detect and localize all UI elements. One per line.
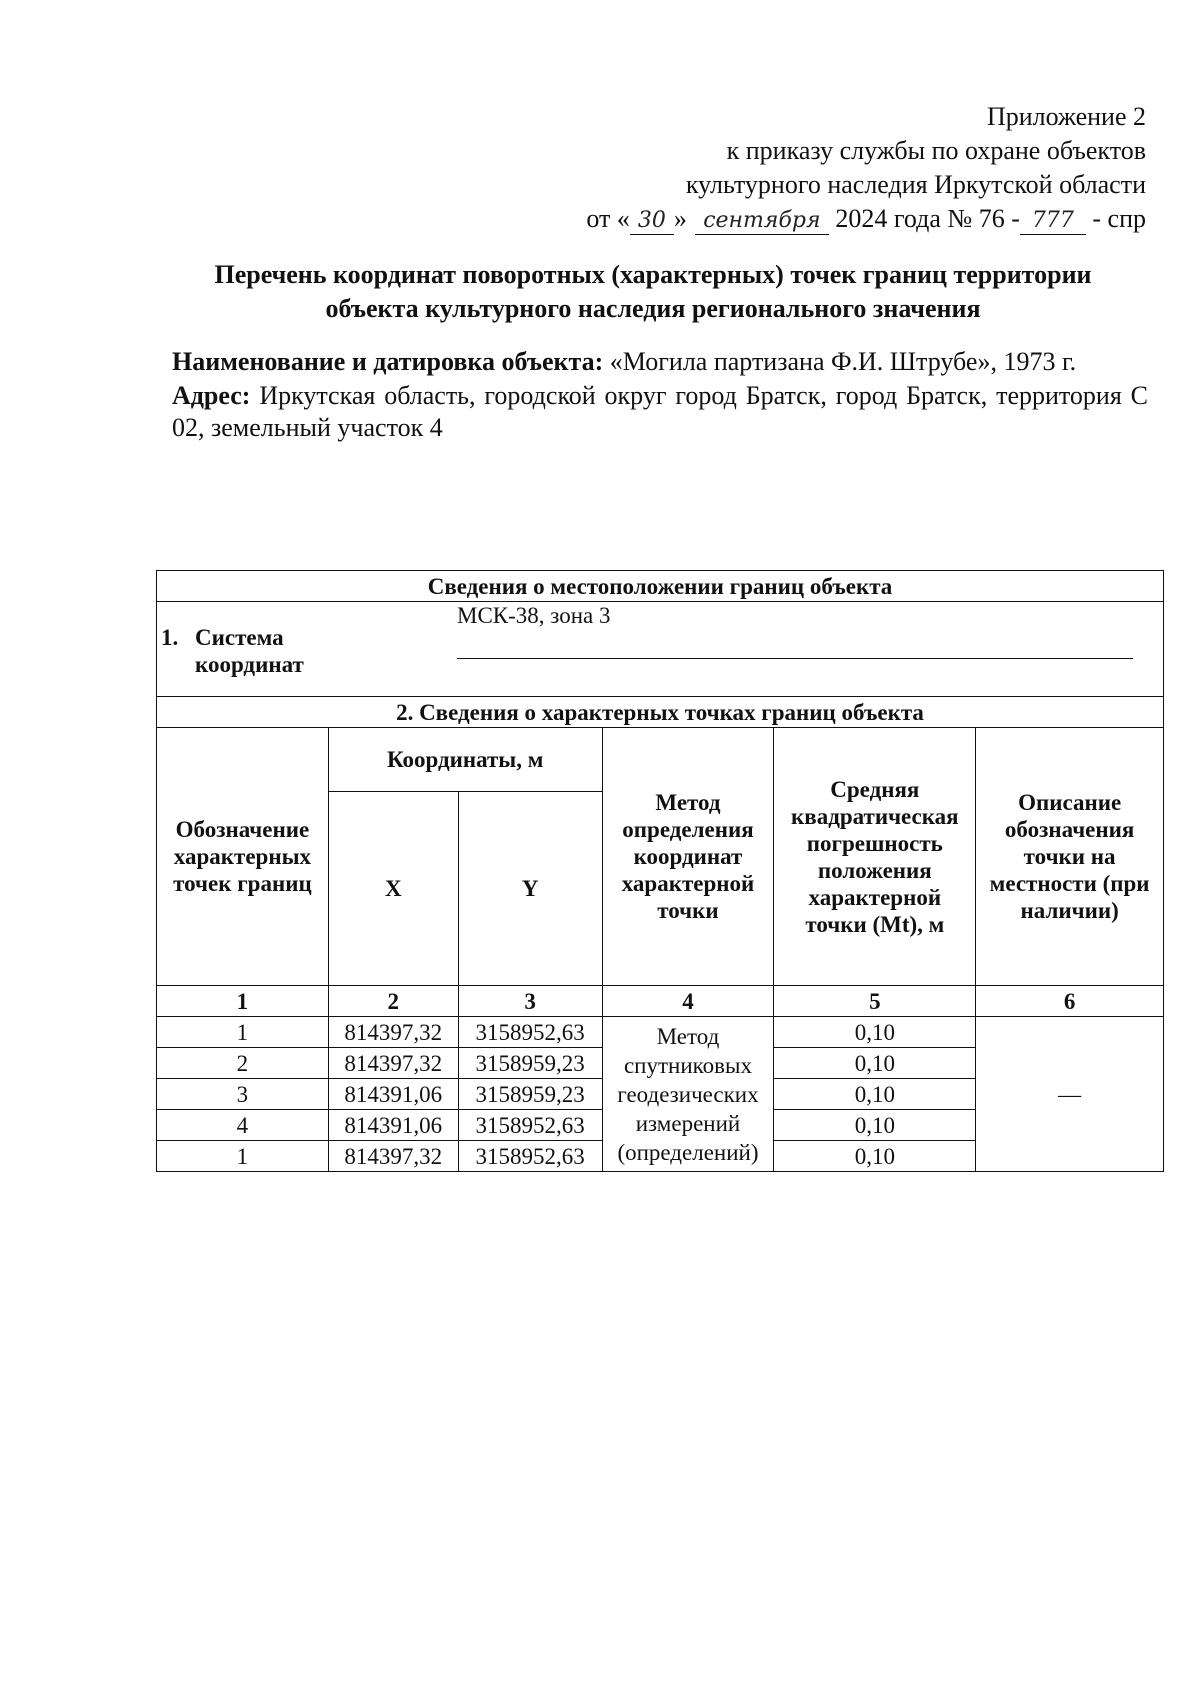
point-y: 3158959,23 xyxy=(458,1079,602,1110)
header-coordinates: Координаты, м xyxy=(328,728,602,792)
point-mt: 0,10 xyxy=(774,1141,976,1172)
title-line-2: объекта культурного наследия регионального значения xyxy=(325,294,981,323)
object-name-value: «Могила партизана Ф.И. Штрубе», 1973 г. xyxy=(609,347,1077,376)
object-address xyxy=(172,380,1148,444)
column-number: 3 xyxy=(458,986,602,1017)
coordinate-system-cell xyxy=(157,602,1164,697)
appendix-number: Приложение 2 xyxy=(986,102,1146,131)
point-y: 3158952,63 xyxy=(458,1017,602,1048)
coordinate-system-value: МСК-38, зона 3 xyxy=(457,603,611,628)
object-name xyxy=(172,346,1148,378)
point-id: 4 xyxy=(157,1110,329,1141)
coordinate-system-label: 1. Система координат xyxy=(161,625,304,677)
point-mt: 0,10 xyxy=(774,1017,976,1048)
point-x: 814397,32 xyxy=(328,1017,458,1048)
point-x: 814391,06 xyxy=(328,1110,458,1141)
description-value: — xyxy=(976,1017,1164,1172)
order-authority: культурного наследия Иркутской области xyxy=(685,170,1146,199)
header-y: Y xyxy=(458,792,602,986)
method-value: Метод спутниковых геодезических измерений (определений) xyxy=(602,1017,774,1172)
boundary-table xyxy=(156,570,1164,1172)
coordinate-system-underline xyxy=(457,658,1133,659)
section-1-title: Сведения о местоположении границ объекта xyxy=(157,571,1164,602)
header-x: X xyxy=(328,792,458,986)
point-x: 814397,32 xyxy=(328,1048,458,1079)
appendix-header xyxy=(446,100,1146,236)
title-line-1: Перечень координат поворотных (характерных) точек границ территории xyxy=(214,260,1092,289)
point-x: 814397,32 xyxy=(328,1141,458,1172)
table-row xyxy=(157,1017,1164,1048)
header-method: Метод определения координат характерной точки xyxy=(602,728,774,986)
point-mt: 0,10 xyxy=(774,1079,976,1110)
object-info xyxy=(172,346,1148,446)
point-id: 1 xyxy=(157,1017,329,1048)
point-x: 814391,06 xyxy=(328,1079,458,1110)
point-y: 3158952,63 xyxy=(458,1141,602,1172)
header-designation: Обозначение характерных точек границ xyxy=(157,728,329,986)
object-name-label: Наименование и датировка объекта: xyxy=(172,347,604,376)
point-y: 3158952,63 xyxy=(458,1110,602,1141)
date-year: 2024 года № 76 - xyxy=(835,204,1020,233)
column-number: 4 xyxy=(602,986,774,1017)
object-address-value: Иркутская область, городской округ город Братск, город Братск, территория С 02, земельный участок 4 xyxy=(172,381,1148,442)
order-date-line xyxy=(446,202,1146,236)
point-id: 2 xyxy=(157,1048,329,1079)
point-id: 1 xyxy=(157,1141,329,1172)
header-error: Средняя квадратическая погрешность положения характерной точки (Mt), м xyxy=(774,728,976,986)
section-2-title: 2. Сведения о характерных точках границ объекта xyxy=(157,697,1164,728)
date-prefix: от « xyxy=(586,204,630,233)
handwritten-day: 30 xyxy=(630,208,674,235)
date-mid: » xyxy=(673,204,687,233)
order-reference: к приказу службы по охране объектов xyxy=(726,136,1146,165)
handwritten-month: сентября xyxy=(695,208,829,235)
point-mt: 0,10 xyxy=(774,1048,976,1079)
column-number: 6 xyxy=(976,986,1164,1017)
column-number: 1 xyxy=(157,986,329,1017)
column-number: 2 xyxy=(328,986,458,1017)
order-suffix: - спр xyxy=(1092,204,1146,233)
column-number: 5 xyxy=(774,986,976,1017)
handwritten-order-number: 777 xyxy=(1020,208,1086,235)
document-title xyxy=(160,258,1146,326)
header-description: Описание обозначения точки на местности (при наличии) xyxy=(976,728,1164,986)
object-address-label: Адрес: xyxy=(172,381,251,410)
point-y: 3158959,23 xyxy=(458,1048,602,1079)
point-id: 3 xyxy=(157,1079,329,1110)
point-mt: 0,10 xyxy=(774,1110,976,1141)
